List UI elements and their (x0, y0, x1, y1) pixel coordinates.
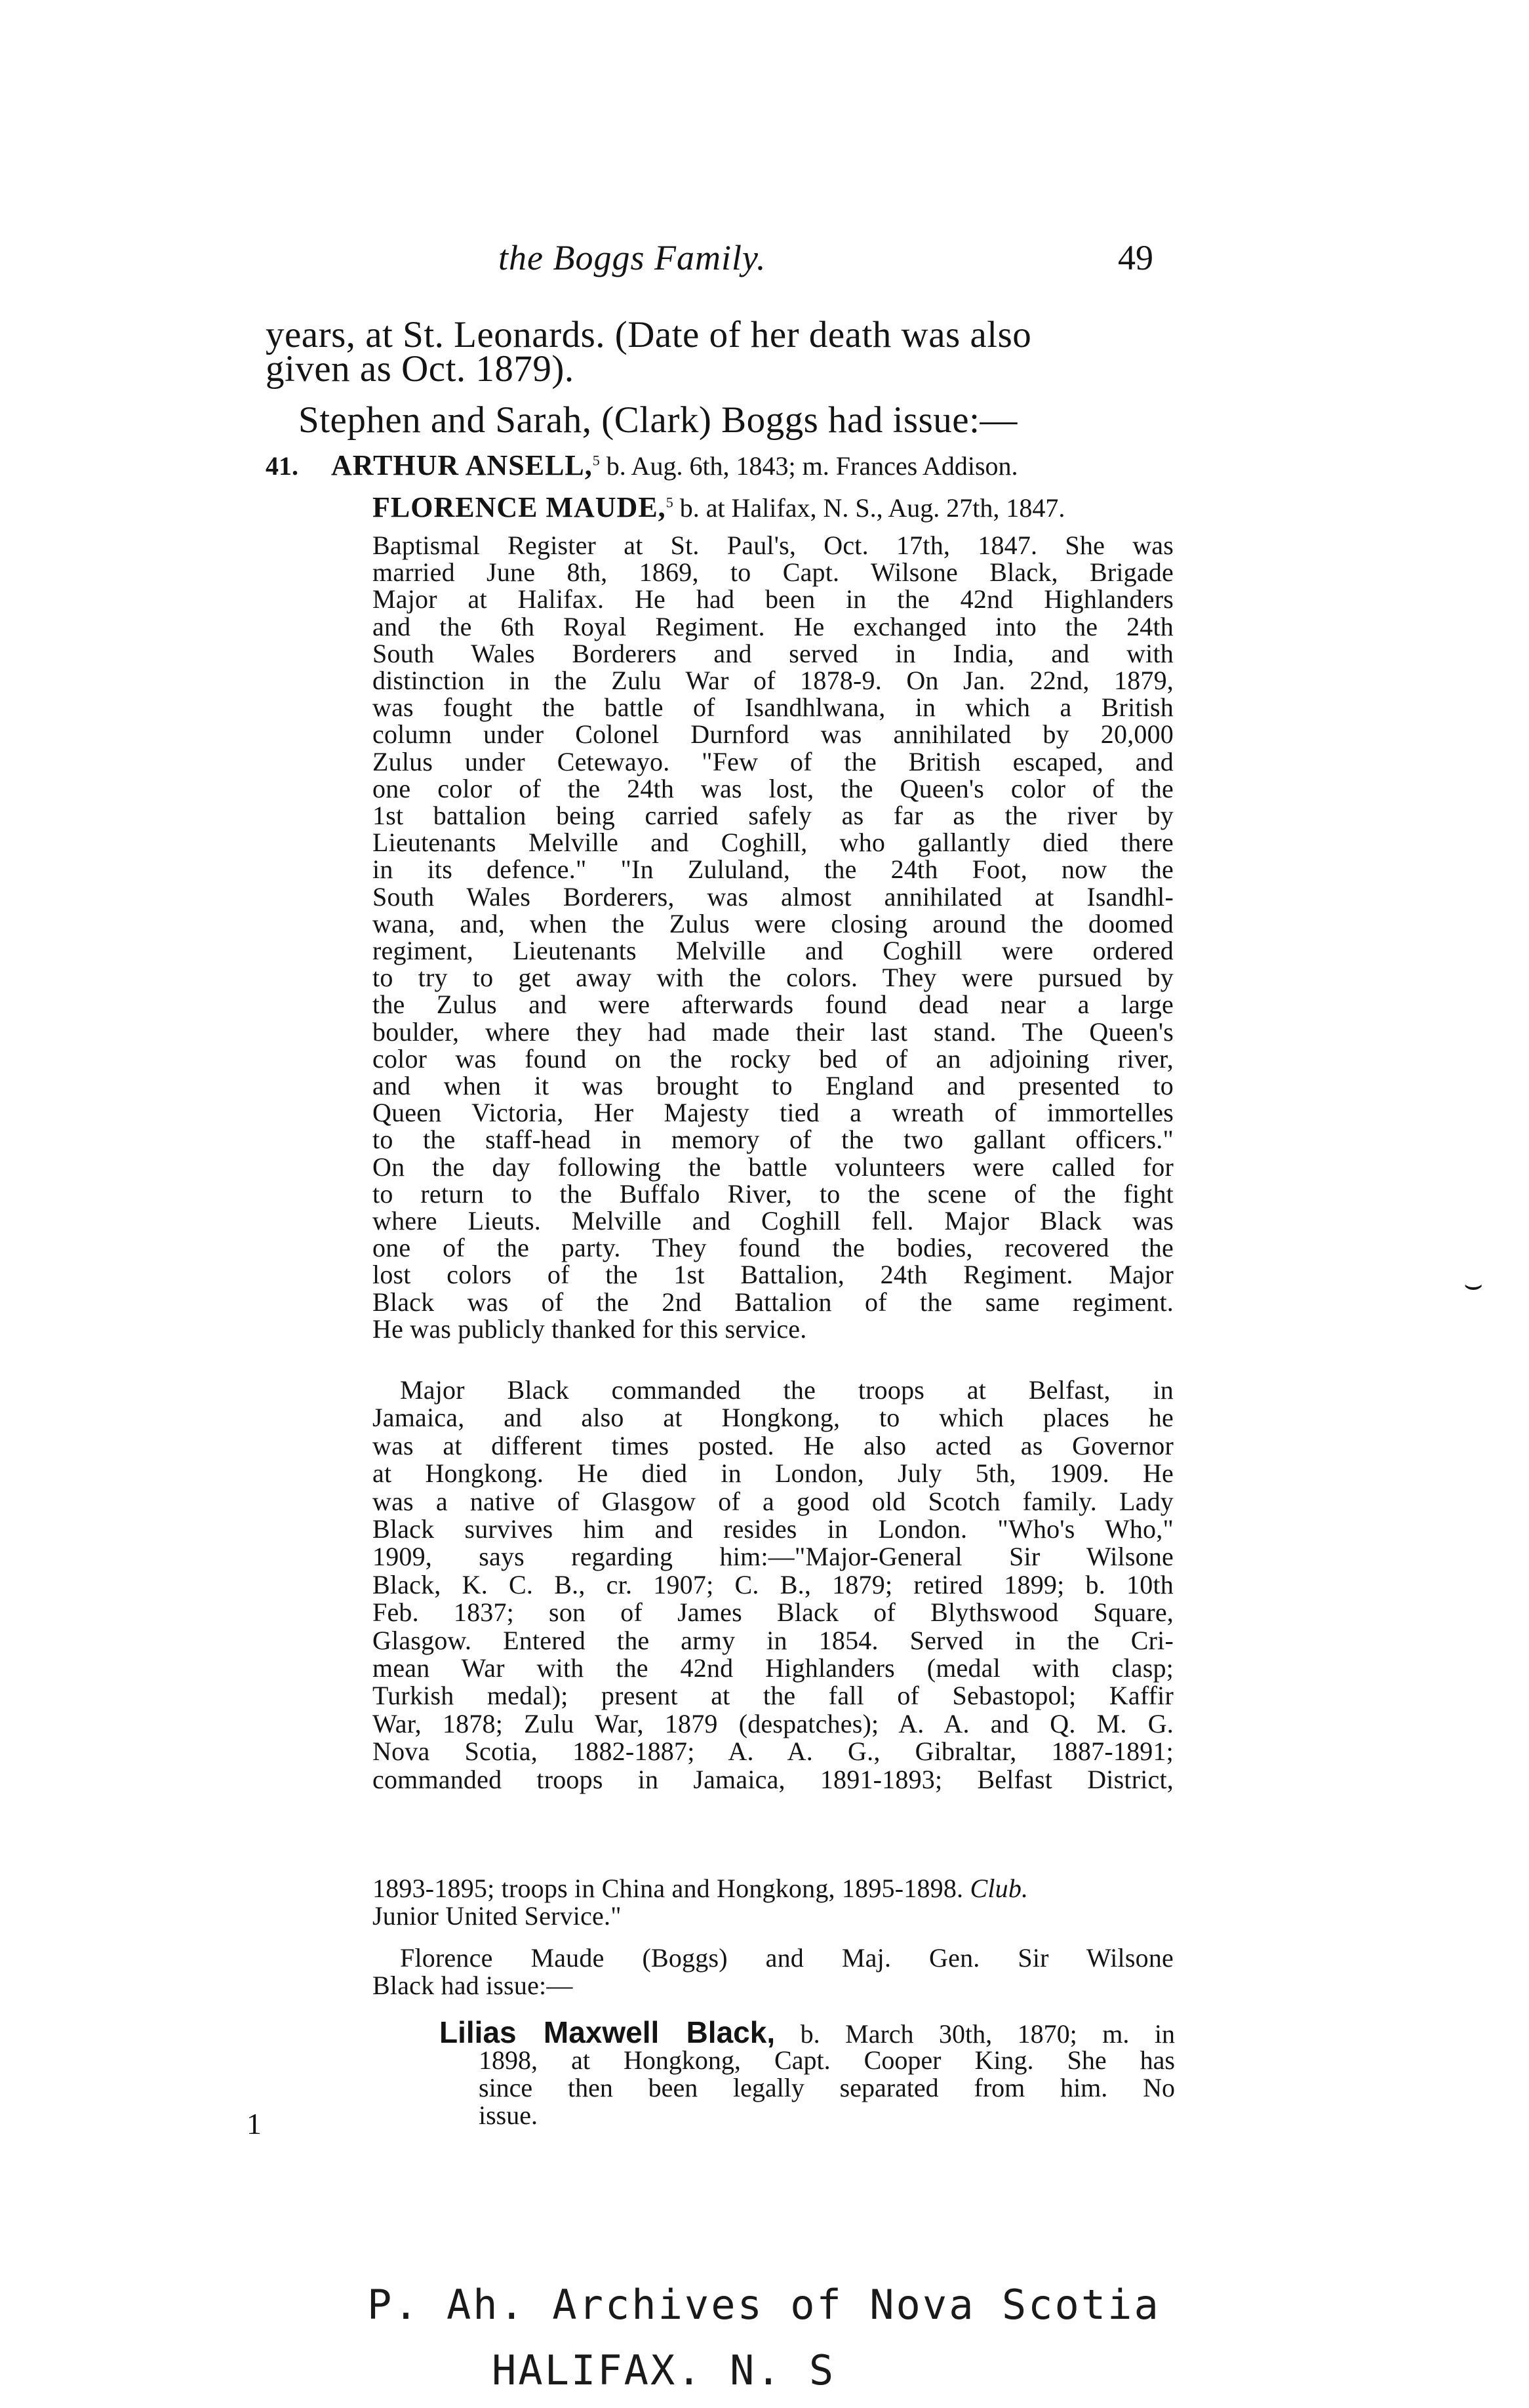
paragraph-line: commanded troops in Jamaica, 1891-1893; Belfast District, (372, 1764, 1174, 1794)
generation-superscript: 5 (592, 452, 600, 469)
paragraph-line: South Wales Borderers and served in India, and with (372, 638, 1174, 668)
child-line-2: 1898, at Hongkong, Capt. Cooper King. She has (479, 2045, 1175, 2075)
club-value: Junior United Service." (372, 1901, 622, 1931)
paragraph-line: was fought the battle of Isandhlwana, in which a British (372, 692, 1174, 723)
archive-stamp-line-2: HALIFAX. N. S (492, 2346, 836, 2394)
paragraph-line: where Lieuts. Melville and Coghill fell. Major Black was (372, 1206, 1174, 1235)
paragraph-line: to return to the Buffalo River, to the scene of the fight (372, 1178, 1174, 1209)
paragraph-line: Major at Halifax. He had been in the 42nd Highlanders (372, 584, 1174, 614)
paragraph-line: boulder, where they had made their last stand. The Queen's (372, 1016, 1174, 1047)
page-number: 49 (1118, 238, 1153, 277)
paragraph-line: color was found on the rocky bed of an adjoining river, (372, 1043, 1174, 1074)
paragraph-line: mean War with the 42nd Highlanders (medal with clasp; (372, 1653, 1174, 1683)
paragraph-line: Nova Scotia, 1882-1887; A. A. G., Gibraltar, 1887-1891; (372, 1736, 1174, 1767)
paragraph-line: Major Black commanded the troops at Belfast, in (400, 1375, 1174, 1405)
entry-florence (372, 491, 1065, 524)
archive-stamp-line-1: P. Ah. Archives of Nova Scotia (367, 2281, 1161, 2329)
paragraph-line: was at different times posted. He also acted as Governor (372, 1430, 1174, 1460)
running-header-title: the Boggs Family. (498, 238, 766, 277)
child-line-4: issue. (479, 2100, 538, 2130)
entry-details: b. Aug. 6th, 1843; m. Frances Addison. (599, 451, 1018, 481)
club-line (372, 1873, 1174, 1904)
paragraph-line: Black survives him and resides in London. "Who's Who," (372, 1514, 1174, 1544)
paragraph-line: one of the party. They found the bodies, recovered the (372, 1233, 1174, 1263)
paragraph-line: the Zulus and were afterwards found dead near a large (372, 990, 1174, 1020)
club-label: Club. (970, 1874, 1029, 1903)
entry-name: FLORENCE MAUDE, (372, 491, 666, 523)
issue-heading: Stephen and Sarah, (Clark) Boggs had issue:— (298, 399, 1018, 441)
paragraph-line: column under Colonel Durnford was annihilated by 20,000 (372, 719, 1174, 750)
paragraph-line: South Wales Borderers, was almost annihilated at Isandhl- (372, 881, 1174, 912)
paragraph-line: Lieutenants Melville and Coghill, who gallantly died there (372, 828, 1174, 858)
paragraph-line: to the staff-head in memory of the two gallant officers." (372, 1125, 1174, 1155)
paragraph-line: to try to get away with the colors. They were pursued by (372, 963, 1174, 993)
paragraph-line: War, 1878; Zulu War, 1879 (despatches); A. A. and Q. M. G. (372, 1708, 1174, 1738)
paragraph-line: 1909, says regarding him:—"Major-General Sir Wilsone (372, 1542, 1174, 1572)
paragraph-line: Jamaica, and also at Hongkong, to which places he (372, 1403, 1174, 1433)
entry-details: b. at Halifax, N. S., Aug. 27th, 1847. (673, 493, 1065, 523)
paragraph-line: Feb. 1837; son of James Black of Blythswood Square, (372, 1597, 1174, 1628)
paragraph-line: Queen Victoria, Her Majesty tied a wreath of immortelles (372, 1098, 1174, 1128)
paragraph-line: distinction in the Zulu War of 1878-9. On Jan. 22nd, 1879, (372, 666, 1174, 695)
paragraph-line: Black was of the 2nd Battalion of the same regiment. (372, 1287, 1174, 1317)
entry-41 (266, 449, 1018, 482)
club-line-text: 1893-1895; troops in China and Hongkong, 1895-1898. (372, 1874, 964, 1903)
paragraph-line: wana, and, when the Zulus were closing around the doomed (372, 908, 1174, 938)
paragraph-line: Turkish medal); present at the fall of Sebastopol; Kaffir (372, 1681, 1174, 1711)
generation-superscript: 5 (665, 494, 673, 511)
intro-line-2: given as Oct. 1879). (266, 348, 574, 390)
issue-line-1: Florence Maude (Boggs) and Maj. Gen. Sir Wilsone (400, 1943, 1174, 1973)
paragraph-line: 1st battalion being carried safely as far as the river by (372, 801, 1174, 830)
paragraph-line: at Hongkong. He died in London, July 5th, 1909. He (372, 1458, 1174, 1489)
paragraph-line: was a native of Glasgow of a good old Scotch family. Lady (372, 1486, 1174, 1516)
paragraph-line: He was publicly thanked for this service. (372, 1314, 807, 1344)
paragraph-line: Baptismal Register at St. Paul's, Oct. 17th, 1847. She was (372, 531, 1174, 560)
child-details: b. March 30th, 1870; m. in (775, 2019, 1175, 2049)
paragraph-line: regiment, Lieutenants Melville and Coghill were ordered (372, 936, 1174, 965)
left-margin-mark: 1 (247, 2107, 262, 2140)
paragraph-line: married June 8th, 1869, to Capt. Wilsone Black, Brigade (372, 557, 1174, 588)
paragraph-line: Zulus under Cetewayo. "Few of the British escaped, and (372, 746, 1174, 776)
paragraph-line: in its defence." "In Zululand, the 24th Foot, now the (372, 854, 1174, 885)
paragraph-line: and when it was brought to England and presented to (372, 1071, 1174, 1100)
paragraph-line: one color of the 24th was lost, the Queen's color of the (372, 773, 1174, 803)
paragraph-line: lost colors of the 1st Battalion, 24th Regiment. Major (372, 1260, 1174, 1290)
right-margin-mark: ⌣ (1463, 1268, 1484, 1301)
child-name: Lilias Maxwell Black, (439, 2015, 776, 2049)
entry-name: ARTHUR ANSELL, (331, 449, 593, 481)
paragraph-line: Black, K. C. B., cr. 1907; C. B., 1879; retired 1899; b. 10th (372, 1569, 1174, 1599)
entry-number: 41. (266, 451, 298, 481)
paragraph-line: and the 6th Royal Regiment. He exchanged into the 24th (372, 611, 1174, 641)
child-line-3: since then been legally separated from him. No (479, 2073, 1175, 2102)
intro-line-1: years, at St. Leonards. (Date of her death was also (266, 314, 1032, 355)
paragraph-line: Glasgow. Entered the army in 1854. Served in the Cri- (372, 1625, 1174, 1655)
issue-line-2: Black had issue:— (372, 1971, 573, 2000)
paragraph-line: On the day following the battle volunteers were called for (372, 1152, 1174, 1182)
